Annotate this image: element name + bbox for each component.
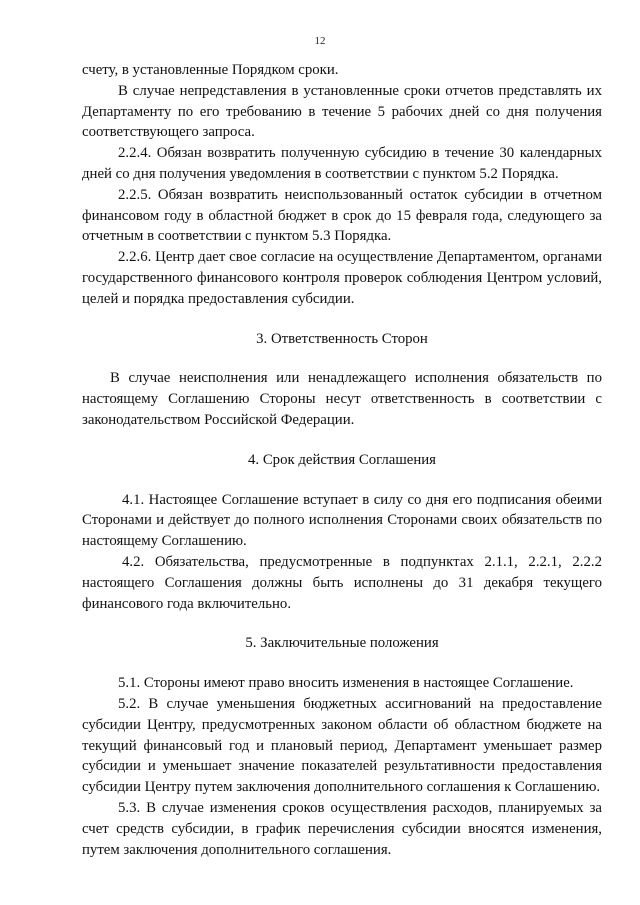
paragraph-5-2: 5.2. В случае уменьшения бюджетных ассигнований на предоставление субсидии Центру, предусмотренных законом области об областном бюджете на текущий финансовый год и плановый период, Департамент уменьшает размер субсидии и уменьшает значение показателей результативности предоставления субсидии Центру путем заключения дополнительного соглашения к Соглашению.	[82, 695, 602, 796]
paragraph-3-liability: В случае неисполнения или ненадлежащего исполнения обязательств по настоящему Соглашению Стороны несут ответственность в соответствии с законодательством Российской Федерации.	[82, 370, 602, 428]
paragraph-2-2-6: 2.2.6. Центр дает свое согласие на осуществление Департаментом, органами государственного финансового контроля проверок соблюдения Центром условий, целей и порядка предоставления субсидии.	[82, 249, 602, 307]
paragraph-2-2-4: 2.2.4. Обязан возвратить полученную субсидию в течение 30 календарных дней со дня получения уведомления в соответствии с пунктом 5.2 Порядка.	[82, 145, 602, 182]
paragraph-4-1: 4.1. Настоящее Соглашение вступает в силу со дня его подписания обеими Сторонами и действует до полного исполнения Сторонами своих обязательств по настоящему Соглашению.	[82, 491, 602, 550]
paragraph-continuation: счету, в установленные Порядком сроки.	[82, 62, 339, 78]
section-5-heading: 5. Заключительные положения	[245, 635, 439, 652]
document-body	[82, 60, 602, 860]
section-3-heading: 3. Ответственность Сторон	[256, 330, 428, 347]
section-4-heading: 4. Срок действия Соглашения	[248, 451, 436, 468]
paragraph-reporting-deadline: В случае непредставления в установленные сроки отчетов представлять их Департаменту по его требованию в течение 5 рабочих дней со дня получения соответствующего запроса.	[82, 82, 602, 141]
paragraph-5-1: 5.1. Стороны имеют право вносить изменения в настоящее Соглашение.	[118, 675, 574, 692]
paragraph-2-2-5: 2.2.5. Обязан возвратить неиспользованный остаток субсидии в отчетном финансовом году в областной бюджет в срок до 15 февраля года, следующего за отчетным в соответствии с пунктом 5.3 Порядка.	[82, 186, 602, 245]
page-number: 12	[314, 35, 326, 47]
paragraph-4-2: 4.2. Обязательства, предусмотренные в подпунктах 2.1.1, 2.2.1, 2.2.2 настоящего Соглашения должны быть исполнены до 31 декабря текущего финансового года включительно.	[82, 553, 602, 612]
paragraph-5-3: 5.3. В случае изменения сроков осуществления расходов, планируемых за счет средств субсидии, в график перечисления субсидии вносятся изменения, путем заключения дополнительного соглашения.	[82, 799, 602, 858]
